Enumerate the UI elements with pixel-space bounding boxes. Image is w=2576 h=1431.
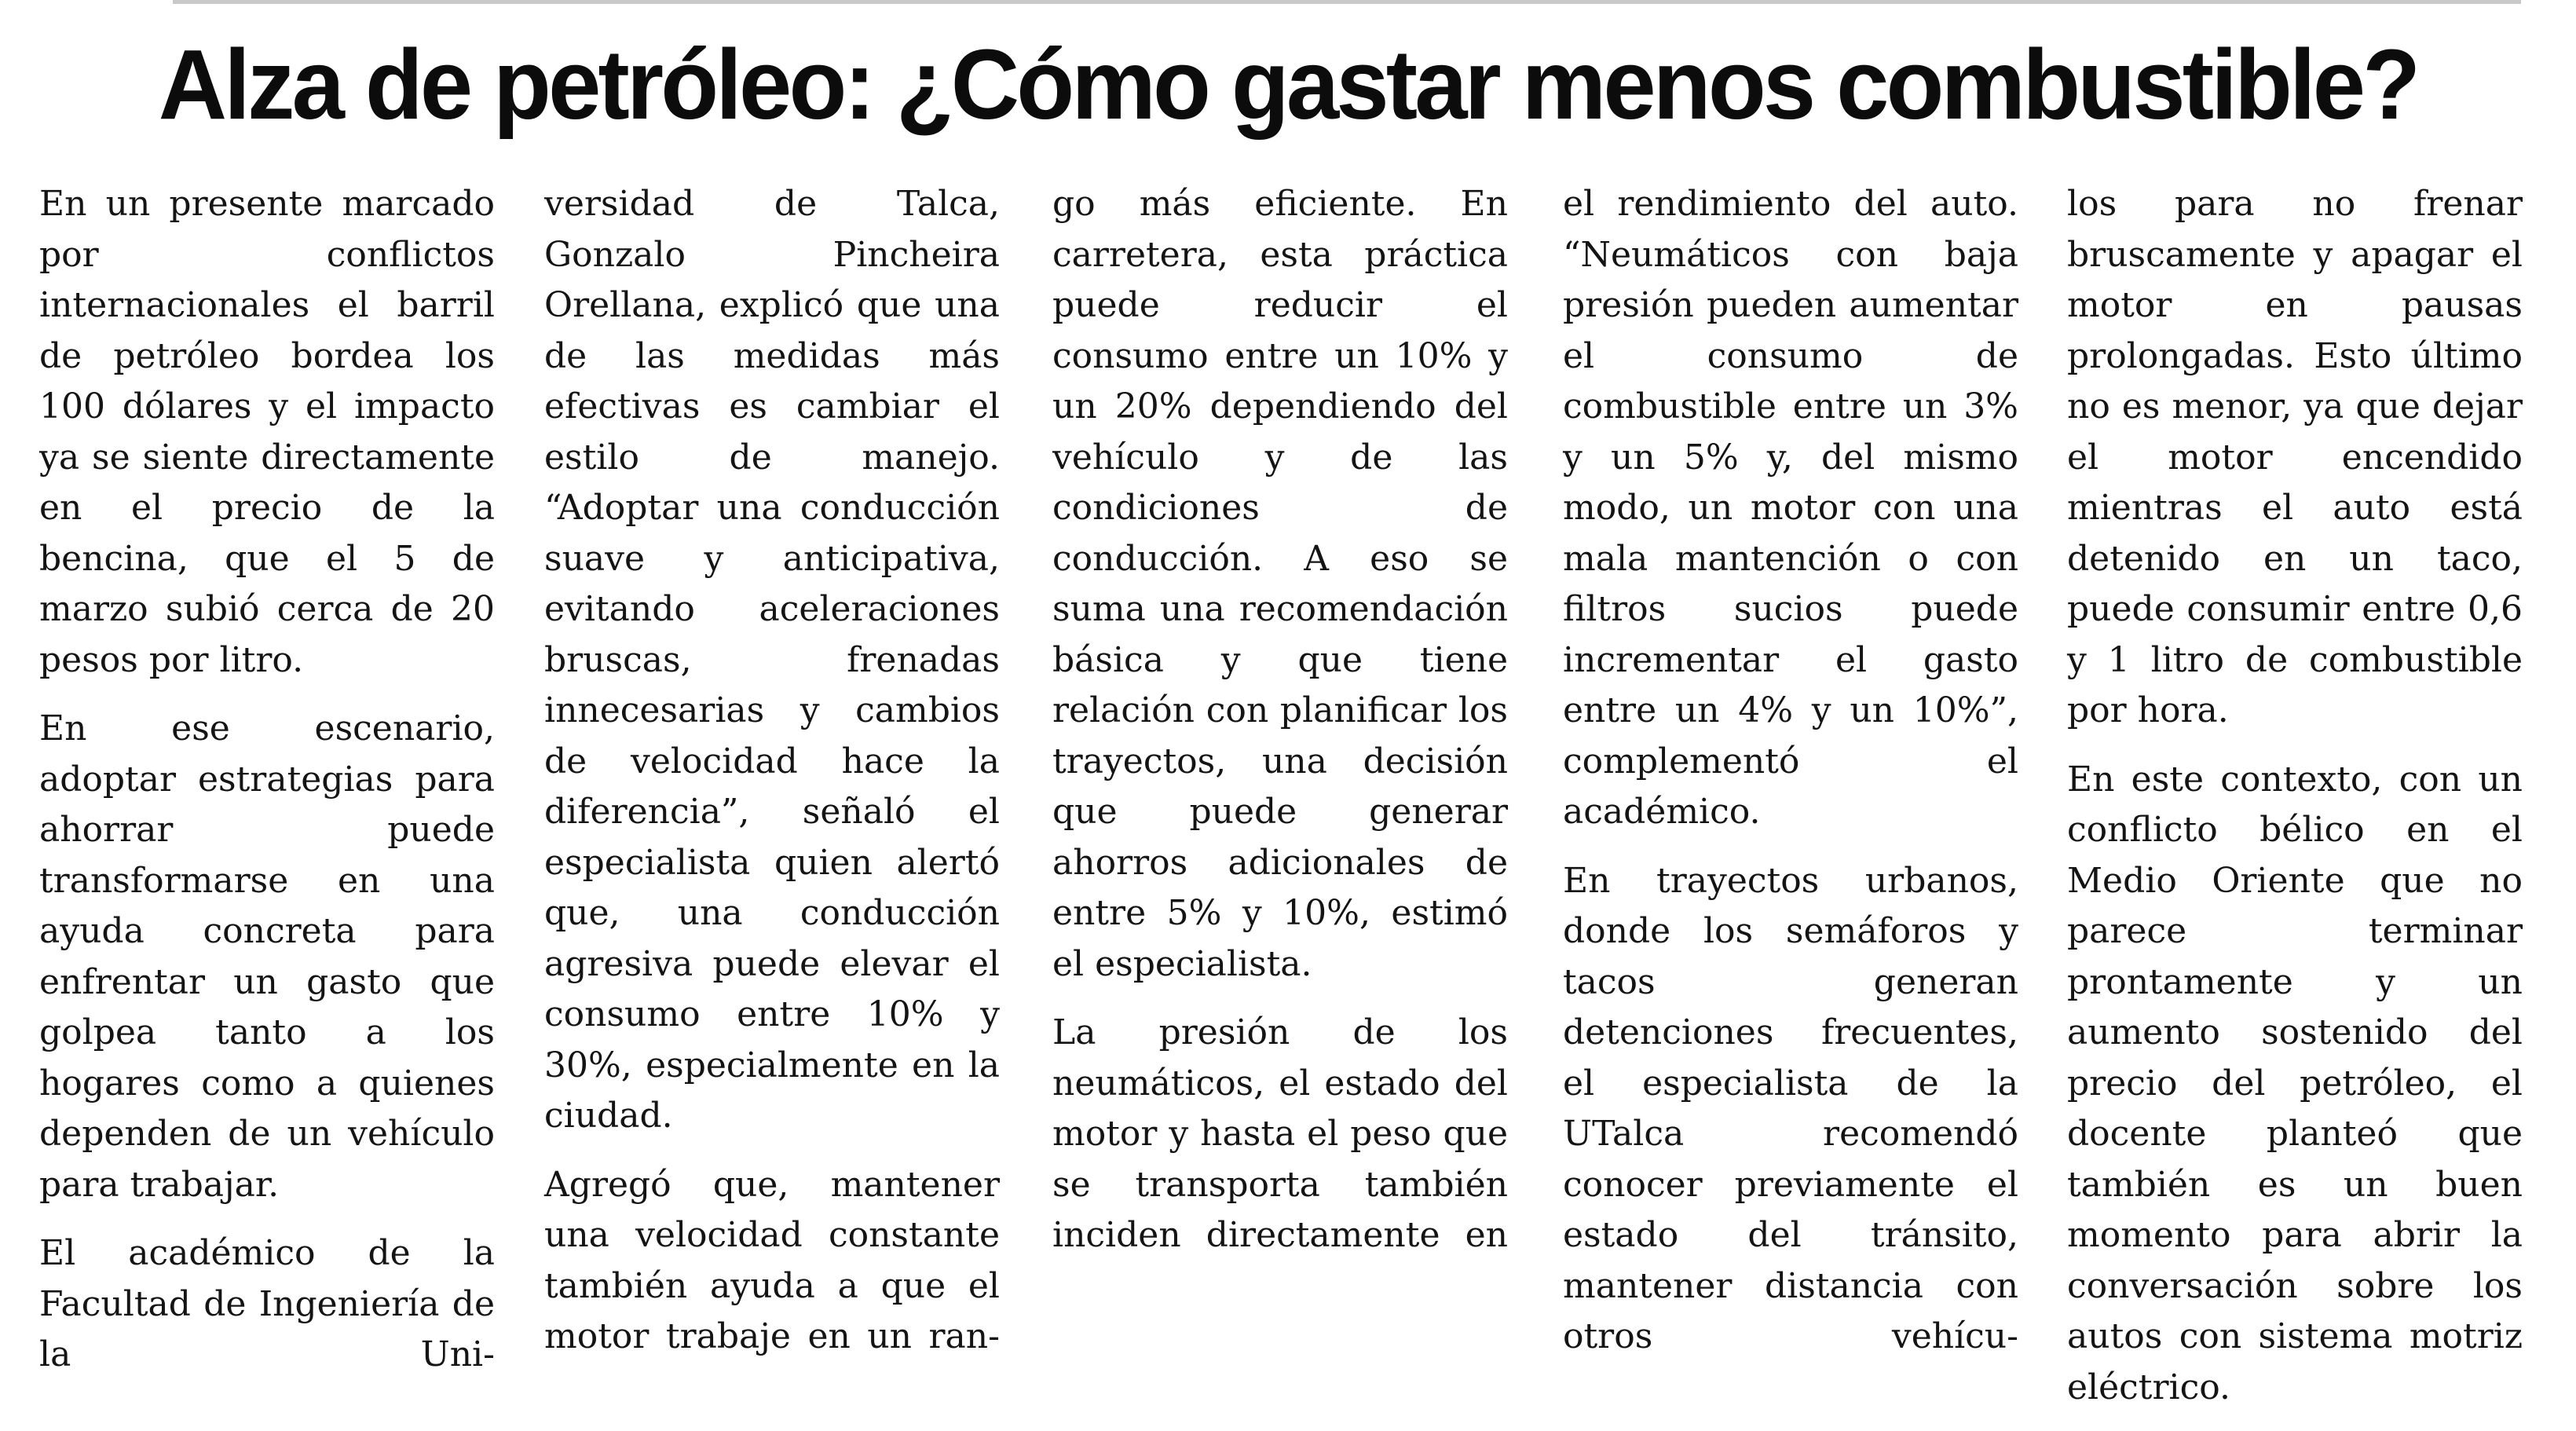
paragraph: En un presente marcado por conflictos internacionales el barril de petróleo bordea los 100 dólares y el impacto ya se siente directamente en el precio de la bencina, que el 5 de marzo subió cerca de 20 pesos por litro. [39, 184, 495, 680]
article-column-1 [39, 179, 495, 1399]
paragraph: El académico de la Facultad de Ingeniería de la Uni- [39, 1233, 495, 1374]
paragraph: La presión de los neumáticos, el estado del motor y hasta el peso que se transporta también inciden directamente en [1052, 1012, 1508, 1255]
paragraph: go más eficiente. En carretera, esta práctica puede reducir el consumo entre un 10% y un 20% dependiendo del vehículo y de las condiciones de conducción. A eso se suma una recomendación básica y que tiene relación con planificar los trayectos, una decisión que puede generar ahorros adicionales de entre 5% y 10%, estimó el especialista. [1052, 184, 1508, 984]
article-body [0, 179, 2576, 1407]
paragraph: los para no frenar bruscamente y apagar el motor en pausas prolongadas. Esto último no es menor, ya que dejar el motor encendido mientras el auto está detenido en un taco, puede consumir entre 0,6 y 1 litro de combustible por hora. [2067, 184, 2523, 730]
paragraph: En trayectos urbanos, donde los semáforos y tacos generan detenciones frecuentes, el especialista de la UTalca recomendó conocer previamente el estado del tránsito, mantener distancia con otros vehícu- [1563, 860, 2018, 1356]
paragraph: Agregó que, mantener una velocidad constante también ayuda a que el motor trabaje en un ran- [544, 1164, 1000, 1356]
paragraph: En este contexto, con un conflicto bélico en el Medio Oriente que no parece terminar prontamente y un aumento sostenido del precio del petróleo, el docente planteó que también es un buen momento para abrir la conversación sobre los autos con sistema motriz eléctrico. [2067, 759, 2523, 1407]
paragraph: versidad de Talca, Gonzalo Pincheira Orellana, explicó que una de las medidas más efectivas es cambiar el estilo de manejo. “Adoptar una conducción suave y anticipativa, evitando aceleraciones bruscas, frenadas innecesarias y cambios de velocidad hace la diferencia”, señaló el especialista quien alertó que, una conducción agresiva puede elevar el consumo entre 10% y 30%, especialmente en la ciudad. [544, 184, 1000, 1136]
article-column-3 [1052, 179, 1508, 1279]
headline: Alza de petróleo: ¿Cómo gastar menos combustible? [158, 29, 2418, 140]
paragraph: el rendimiento del auto. “Neumáticos con baja presión pueden aumentar el consumo de combustible entre un 3% y un 5% y, del mismo modo, un motor con una mala mantención o con filtros sucios puede incrementar el gasto entre un 4% y un 10%”, complementó el académico. [1563, 184, 2018, 832]
article-column-5 [2067, 179, 2523, 1431]
article-column-4 [1563, 179, 2018, 1381]
paragraph: En ese escenario, adoptar estrategias para ahorrar puede transformarse en una ayuda concreta para enfrentar un gasto que golpea tanto a los hogares como a quienes dependen de un vehículo para trabajar. [39, 708, 495, 1205]
article-column-2 [544, 179, 1000, 1381]
top-rule [173, 0, 2521, 4]
